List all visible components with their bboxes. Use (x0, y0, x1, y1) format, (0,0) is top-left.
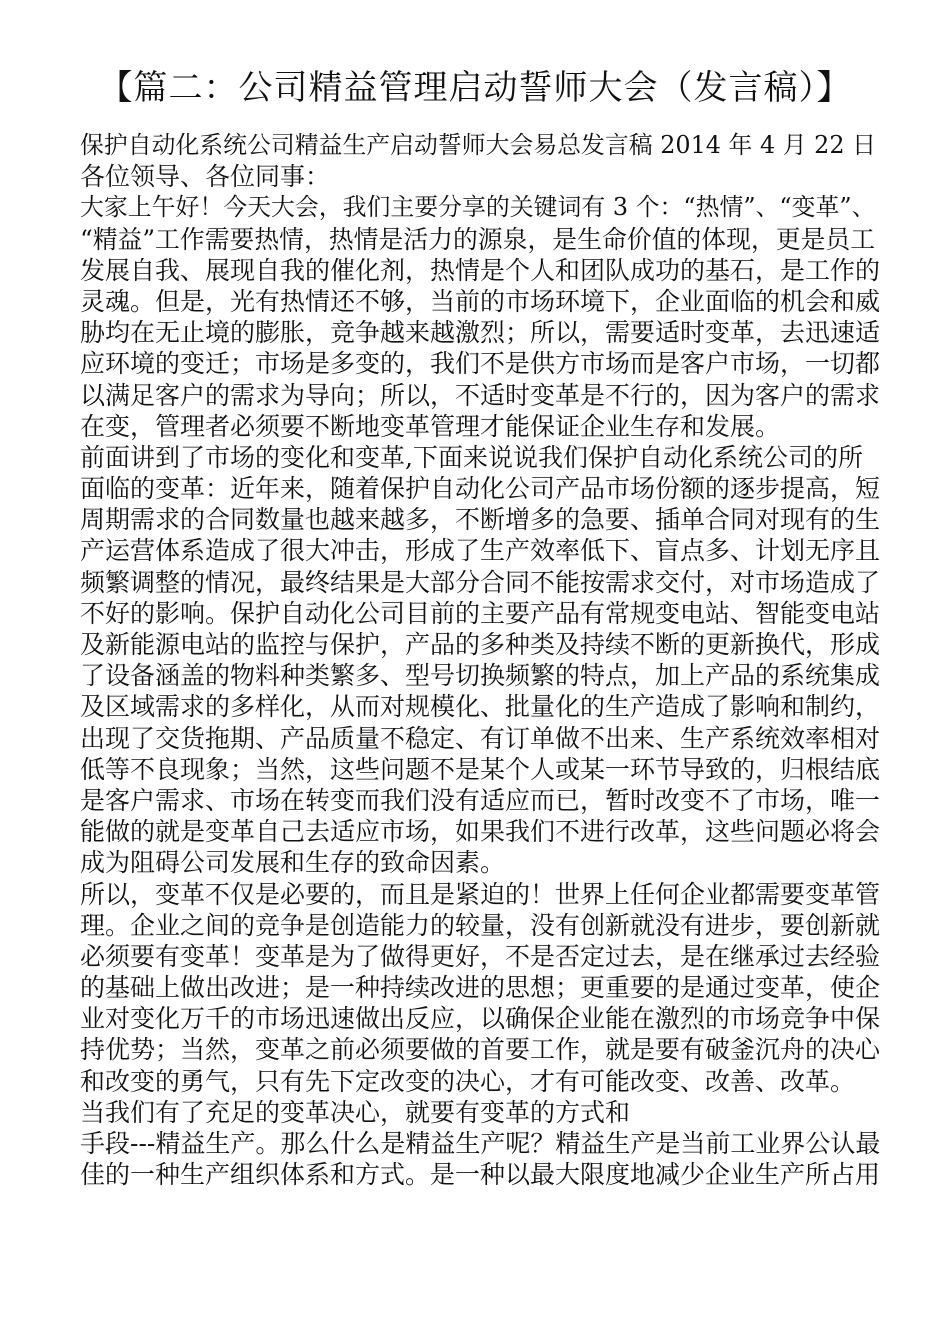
text-line: 发展自我、展现自我的催化剂，热情是个人和团队成功的基石，是工作的 (80, 255, 880, 285)
text-line: 周期需求的合同数量也越来越多，不断增多的急要、插单合同对现有的生 (80, 505, 880, 535)
text-line: 产运营体系造成了很大冲击，形成了生产效率低下、盲点多、计划无序且 (80, 536, 880, 566)
text-line: 必须要有变革！变革是为了做得更好，不是否定过去，是在继承过去经验 (80, 941, 880, 971)
text-line: 前面讲到了市场的变化和变革,下面来说说我们保护自动化系统公司的所 (80, 442, 863, 472)
document-body (80, 130, 880, 1190)
text-line: 能做的就是变革自己去适应市场，如果我们不进行改革，这些问题必将会 (80, 817, 880, 847)
text-line: 面临的变革：近年来，随着保护自动化公司产品市场份额的逐步提高，短 (80, 474, 880, 504)
text-line: 业对变化万千的市场迅速做出反应，以确保企业能在激烈的市场竞争中保 (80, 1004, 880, 1034)
text-line: 低等不良现象；当然，这些问题不是某个人或某一环节导致的，归根结底 (80, 754, 880, 784)
text-line: 应环境的变迁；市场是多变的，我们不是供方市场而是客户市场，一切都 (80, 349, 880, 379)
text-line: 保护自动化系统公司精益生产启动誓师大会易总发言稿 2014 年 4 月 22 日 (80, 131, 876, 159)
text-line: 频繁调整的情况，最终结果是大部分合同不能按需求交付，对市场造成了 (80, 567, 880, 597)
text-line: 大家上午好！今天大会，我们主要分享的关键词有 3 个：“热情”、“变革”、 (80, 193, 876, 222)
document-title: 【篇二：公司精益管理启动誓师大会（发言稿）】 (98, 68, 852, 108)
text-line: 佳的一种生产组织体系和方式。是一种以最大限度地减少企业生产所占用 (80, 1160, 880, 1190)
text-line: 当我们有了充足的变革决心，就要有变革的方式和 (80, 1097, 631, 1127)
text-line: 及区域需求的多样化，从而对规模化、批量化的生产造成了影响和制约， (80, 692, 880, 722)
text-line: 和改变的勇气，只有先下定改变的决心，才有可能改变、改善、改革。 (80, 1066, 856, 1096)
text-line: 在变，管理者必须要不断地变革管理才能保证企业生存和发展。 (80, 411, 781, 441)
text-line: 手段---精益生产。那么什么是精益生产呢？精益生产是当前工业界公认最 (80, 1129, 880, 1158)
text-line: 灵魂。但是，光有热情还不够，当前的市场环境下，企业面临的机会和威 (80, 286, 880, 316)
text-line: 及新能源电站的监控与保护，产品的多种类及持续不断的更新换代，形成 (80, 630, 880, 659)
text-line: 不好的影响。保护自动化公司目前的主要产品有常规变电站、智能变电站 (80, 598, 880, 628)
text-line: 所以，变革不仅是必要的，而且是紧迫的！世界上任何企业都需要变革管 (80, 879, 880, 909)
text-line: 以满足客户的需求为导向；所以，不适时变革是不行的，因为客户的需求 (80, 380, 880, 410)
text-line: 的基础上做出改进；是一种持续改进的思想；更重要的是通过变革，使企 (80, 973, 880, 1003)
text-line: 了设备涵盖的物料种类繁多、型号切换频繁的特点，加上产品的系统集成 (80, 661, 880, 691)
text-line: 出现了交货拖期、产品质量不稳定、有订单做不出来、生产系统效率相对 (80, 723, 880, 753)
text-line: 各位领导、各位同事： (80, 162, 331, 192)
text-line: 成为阻碍公司发展和生存的致命因素。 (80, 848, 506, 878)
text-line: 胁均在无止境的膨胀，竞争越来越激烈；所以，需要适时变革，去迅速适 (80, 318, 880, 348)
text-line: 持优势；当然，变革之前必须要做的首要工作，就是要有破釜沉舟的决心 (80, 1035, 880, 1065)
text-line: “精益”工作需要热情，热情是活力的源泉，是生命价值的体现，更是员工 (80, 224, 876, 254)
text-line: 是客户需求、市场在转变而我们没有适应而已，暂时改变不了市场，唯一 (80, 785, 880, 815)
text-line: 理。企业之间的竞争是创造能力的较量，没有创新就没有进步，要创新就 (80, 910, 880, 940)
